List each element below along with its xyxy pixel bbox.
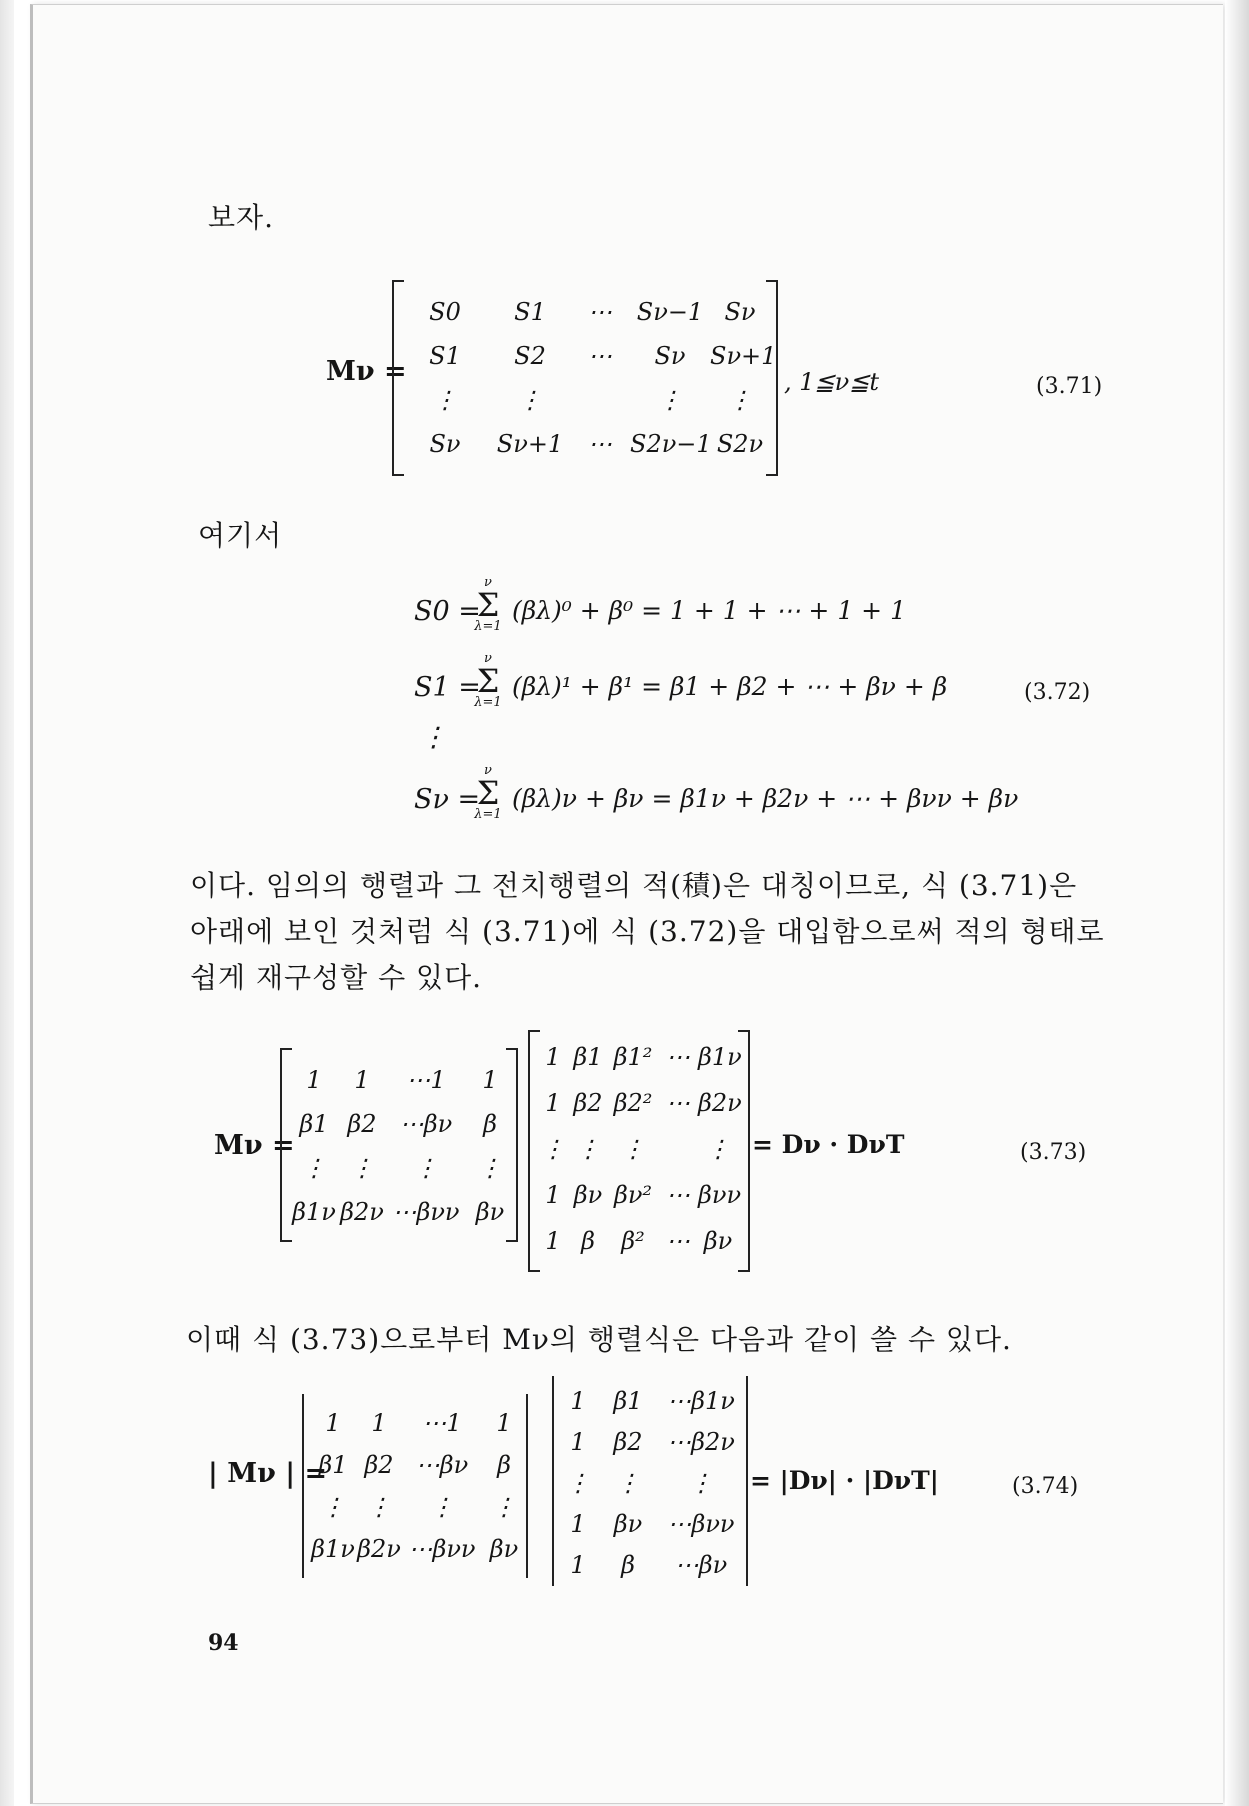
matrix-cell: β <box>483 1110 497 1138</box>
matrix-cell: β2² <box>613 1089 653 1117</box>
matrix-cell: ⋮ <box>350 1154 374 1182</box>
determinant-cell: ⋯1 <box>422 1409 462 1437</box>
eq372-line2-rhs: (βλ)ν + βν = β1ν + β2ν + ⋯ + βνν + βν <box>512 784 1019 813</box>
matrix-cell: S0 <box>429 298 461 326</box>
paragraph-1-line-3: 쉽게 재구성할 수 있다. <box>190 961 483 994</box>
matrix-cell: β1ν <box>698 1043 742 1071</box>
eq374-det-b <box>558 1380 744 1585</box>
determinant-cell: ⋯βνν <box>667 1509 735 1538</box>
determinant-cell: 1 <box>570 1427 586 1456</box>
eq374-a-right-bar <box>526 1394 528 1578</box>
determinant-cell: ⋮ <box>430 1493 454 1521</box>
determinant-cell: ⋯β2ν <box>667 1427 735 1456</box>
eq374-a-left-bar <box>302 1394 304 1578</box>
matrix-cell: β1 <box>299 1110 329 1138</box>
matrix-cell: 1 <box>545 1043 561 1071</box>
matrix-cell: ⋮ <box>433 386 457 414</box>
determinant-cell: ⋮ <box>492 1493 516 1521</box>
paragraph-2: 이때 식 (3.73)으로부터 Mν의 행렬식은 다음과 같이 쓸 수 있다. <box>186 1323 1012 1356</box>
eq373-lhs: Mν = <box>214 1130 295 1161</box>
eq373-b-right-bracket <box>738 1030 750 1272</box>
matrix-cell: ⋮ <box>658 386 682 414</box>
matrix-cell: ⋯ <box>588 298 612 326</box>
matrix-cell: β1² <box>613 1043 653 1071</box>
matrix-cell: ⋯ <box>666 1181 690 1209</box>
intro-text: 보자. <box>208 201 274 234</box>
determinant-cell: βν <box>613 1509 643 1538</box>
matrix-cell: βν <box>573 1181 603 1209</box>
matrix-cell: S1 <box>429 342 461 370</box>
eq371-lhs: Mν = <box>326 356 407 387</box>
eq374-rhs: = |Dν| · |DνT| <box>750 1466 939 1495</box>
matrix-cell: βν <box>475 1198 505 1226</box>
matrix-cell: β2ν <box>340 1198 384 1226</box>
matrix-cell: βνν <box>698 1181 742 1209</box>
eq371-matrix <box>400 290 777 466</box>
eq374-b-right-bar <box>746 1376 748 1586</box>
eq374-lhs: | Mν | = <box>208 1458 328 1489</box>
determinant-cell: ⋮ <box>616 1468 640 1497</box>
matrix-cell: ⋮ <box>706 1135 730 1163</box>
matrix-cell: ⋮ <box>478 1154 502 1182</box>
eq373-a-right-bracket <box>506 1048 518 1242</box>
page-number: 94 <box>208 1630 239 1656</box>
matrix-cell: S2ν <box>716 430 764 458</box>
matrix-cell: ⋯ <box>666 1227 690 1255</box>
matrix-cell: ⋯ <box>666 1089 690 1117</box>
eq372-vdots: ⋮ <box>420 722 447 753</box>
eq374-number: (3.74) <box>1012 1474 1079 1499</box>
eq371-condition: , 1≦ν≦t <box>784 368 879 396</box>
matrix-cell: β² <box>621 1227 645 1255</box>
paragraph-1-line-1: 이다. 임의의 행렬과 그 전치행렬의 적(積)은 대칭이므로, 식 (3.71)은 <box>190 869 1078 902</box>
matrix-cell: ⋮ <box>518 386 542 414</box>
eq371-number: (3.71) <box>1036 374 1103 399</box>
matrix-cell: 1 <box>306 1066 322 1094</box>
determinant-cell: 1 <box>570 1509 586 1538</box>
determinant-cell: β2 <box>613 1427 643 1456</box>
sum-symbol: ν Σ λ=1 <box>470 576 506 634</box>
eq371-right-bracket <box>766 280 778 476</box>
eq372-line0-lhs: S0 = <box>414 596 481 627</box>
determinant-cell: β1 <box>613 1386 643 1415</box>
eq372-number: (3.72) <box>1024 680 1091 705</box>
matrix-cell: 1 <box>482 1066 498 1094</box>
sum-lower: λ=1 <box>474 807 502 822</box>
matrix-cell: ⋮ <box>621 1135 645 1163</box>
matrix-cell: β1ν <box>292 1198 336 1226</box>
eq373-rhs: = Dν · DνT <box>752 1130 905 1159</box>
determinant-cell: ⋮ <box>566 1468 590 1497</box>
determinant-cell: β1ν <box>311 1535 355 1563</box>
matrix-cell: Sν−1 <box>636 298 704 326</box>
matrix-cell: βν <box>703 1227 733 1255</box>
eq374-det-a <box>310 1402 526 1570</box>
matrix-cell: ⋮ <box>414 1154 438 1182</box>
matrix-cell: β2ν <box>698 1089 742 1117</box>
matrix-cell: Sν <box>429 430 461 458</box>
eq374-b-left-bar <box>552 1376 554 1586</box>
determinant-cell: βν <box>489 1535 519 1563</box>
determinant-cell: 1 <box>496 1409 512 1437</box>
matrix-cell: Sν+1 <box>496 430 564 458</box>
eq372-line1-rhs: (βλ)¹ + β¹ = β1 + β2 + ⋯ + βν + β <box>512 672 948 701</box>
matrix-cell: Sν+1 <box>710 342 777 370</box>
eq372-line0-rhs: (βλ)⁰ + β⁰ = 1 + 1 + ⋯ + 1 + 1 <box>512 596 906 625</box>
matrix-cell: 1 <box>545 1181 561 1209</box>
determinant-cell: ⋯βν <box>674 1550 728 1579</box>
matrix-cell: ⋯ <box>588 342 612 370</box>
determinant-cell: 1 <box>325 1409 341 1437</box>
determinant-cell: ⋮ <box>689 1468 713 1497</box>
matrix-cell: β1 <box>573 1043 603 1071</box>
matrix-cell: 1 <box>545 1227 561 1255</box>
determinant-cell: ⋮ <box>321 1493 345 1521</box>
matrix-cell: ⋯ <box>666 1043 690 1071</box>
eq372-line2-lhs: Sν = <box>414 784 481 815</box>
page-fold-shadow <box>1225 0 1249 1806</box>
determinant-cell: 1 <box>570 1386 586 1415</box>
sum-lower: λ=1 <box>474 619 502 634</box>
sum-symbol: ν Σ λ=1 <box>470 764 506 822</box>
determinant-cell: β2 <box>364 1451 394 1479</box>
eq373-matrix-a <box>290 1058 516 1234</box>
where-text: 여기서 <box>198 519 283 552</box>
matrix-cell: ⋮ <box>541 1135 565 1163</box>
determinant-cell: β2ν <box>357 1535 401 1563</box>
matrix-cell: β <box>581 1227 595 1255</box>
matrix-cell: 1 <box>545 1089 561 1117</box>
matrix-cell: ⋯ <box>588 430 612 458</box>
matrix-cell: ⋯βνν <box>392 1198 460 1226</box>
eq373-number: (3.73) <box>1020 1140 1087 1165</box>
determinant-cell: β <box>621 1550 635 1579</box>
matrix-cell: Sν <box>724 298 756 326</box>
determinant-cell: ⋮ <box>367 1493 391 1521</box>
matrix-cell: ⋮ <box>302 1154 326 1182</box>
determinant-cell: ⋯βν <box>415 1451 469 1479</box>
matrix-cell: ⋯1 <box>406 1066 446 1094</box>
matrix-cell: Sν <box>654 342 686 370</box>
determinant-cell: β <box>497 1451 511 1479</box>
eq373-matrix-b <box>538 1034 742 1264</box>
matrix-cell: βν² <box>613 1181 653 1209</box>
determinant-cell: ⋯β1ν <box>667 1386 735 1415</box>
matrix-cell: S2ν−1 <box>630 430 712 458</box>
determinant-cell: 1 <box>570 1550 586 1579</box>
paragraph-1-line-2: 아래에 보인 것처럼 식 (3.71)에 식 (3.72)을 대입함으로써 적의 형태로 <box>190 915 1105 948</box>
matrix-cell: ⋮ <box>576 1135 600 1163</box>
matrix-cell: ⋯βν <box>399 1110 453 1138</box>
matrix-cell: 1 <box>354 1066 370 1094</box>
matrix-cell: S1 <box>514 298 546 326</box>
sum-upper: ν <box>484 575 492 590</box>
sum-lower: λ=1 <box>474 695 502 710</box>
sum-upper: ν <box>484 651 492 666</box>
matrix-cell: β2 <box>347 1110 377 1138</box>
sum-upper: ν <box>484 763 492 778</box>
determinant-cell: 1 <box>371 1409 387 1437</box>
matrix-cell: ⋮ <box>728 386 752 414</box>
eq372-line1-lhs: S1 = <box>414 672 481 703</box>
determinant-cell: ⋯βνν <box>408 1535 476 1563</box>
sum-symbol: ν Σ λ=1 <box>470 652 506 710</box>
determinant-cell: β1 <box>318 1451 348 1479</box>
matrix-cell: β2 <box>573 1089 603 1117</box>
matrix-cell: S2 <box>514 342 546 370</box>
page-edge-shadow <box>0 0 14 1806</box>
